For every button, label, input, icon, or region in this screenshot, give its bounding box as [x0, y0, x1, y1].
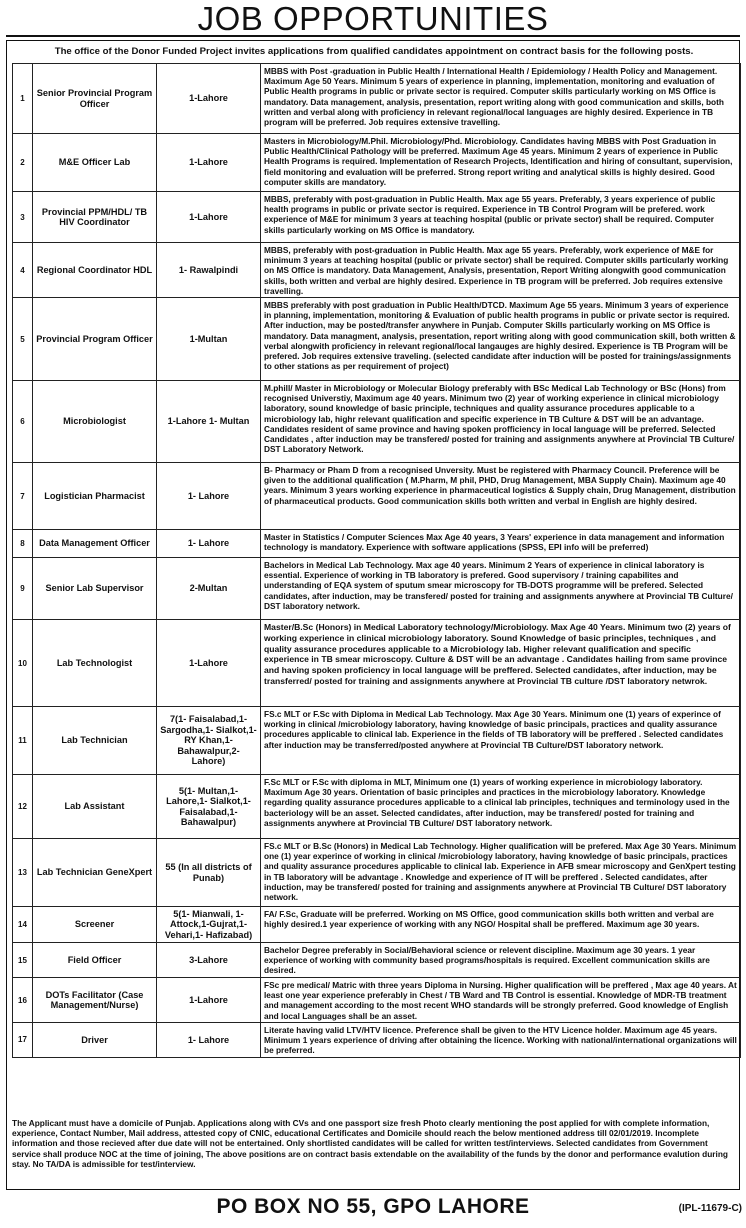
job-row [13, 298, 741, 381]
job-row [13, 1023, 741, 1058]
job-number: 6 [13, 381, 33, 463]
job-number: 4 [13, 243, 33, 298]
jobs-table-body [13, 64, 741, 1058]
job-title: Lab Technician [33, 707, 157, 775]
job-title: Senior Provincial Program Officer [33, 64, 157, 134]
job-requirements: Bachelor Degree preferably in Social/Behavioral science or relevent discipline. Maximum age 30 years. 1 year experience of working with community based programs/hospitals is required. Excellent communication skills are desired. [261, 943, 741, 978]
job-location: 1-Lahore [157, 620, 261, 707]
header-divider [6, 35, 740, 37]
job-location: 2-Multan [157, 558, 261, 620]
job-number: 13 [13, 839, 33, 907]
job-row [13, 463, 741, 530]
job-requirements: MBBS preferably with post graduation in Public Health/DTCD. Maximum Age 55 years. Minimum 3 years of experience in planning, implementation, monitoring & Evaluation of public health programs in public or private sector is required. After induction, may be posted/transfer anywhere in Punjab. Computer Skills particularly working on MS Office is mandatory. Data managment, analysis, presentation, report writing along with good communication skill, both written & verbal alongwith proficiency in relevant regional/local langauges are highly desired. Experience is TB Program will be prefered. Job requires extensive traveling. (selected candidate after induction will be posted for trainings/assignments to other stations as per requirement of project) [261, 298, 741, 381]
job-number: 12 [13, 775, 33, 839]
job-number: 17 [13, 1023, 33, 1058]
job-row [13, 530, 741, 558]
job-location: 55 (In all districts of Punab) [157, 839, 261, 907]
job-title: Logistician Pharmacist [33, 463, 157, 530]
job-row [13, 192, 741, 243]
job-requirements: Bachelors in Medical Lab Technology. Max age 40 years. Minimum 2 Years of experience in clinical laboratory is essential. Experience of working in TB laboratory is prefered. Good supervisory / training capabilites and understanding of EQA system of sputum smear microscopy for TB-DOTS programme will be prefered. Selected candidates, after induction, may be transfered/ posted for training and assignments anywhere at Provincial TB Culture/ DST laboratory network. [261, 558, 741, 620]
job-title: Driver [33, 1023, 157, 1058]
job-location: 1-Lahore [157, 192, 261, 243]
intro-text: The office of the Donor Funded Project invites applications from qualified candidates appointment on contract basis for the following posts. [54, 46, 694, 57]
job-location: 7(1- Faisalabad,1- Sargodha,1- Sialkot,1-RY Khan,1- Bahawalpur,2- Lahore) [157, 707, 261, 775]
job-title: Screener [33, 907, 157, 943]
job-title: Lab Technician GeneXpert [33, 839, 157, 907]
job-row [13, 64, 741, 134]
job-requirements: Literate having valid LTV/HTV licence. Preference shall be given to the HTV Licence holder. Maximum age 45 years. Minimum 1 years experience of driving after obtaining the licence. Working with national/international organizations will be preferred. [261, 1023, 741, 1058]
job-row [13, 907, 741, 943]
job-row [13, 134, 741, 192]
job-title: Provincial Program Officer [33, 298, 157, 381]
job-requirements: FA/ F.Sc, Graduate will be preferred. Working on MS Office, good communication skills both written and verbal are highly desired.1 year experience of working with any NGO/ Hospital shall be preffered. Maximum age 30 years. [261, 907, 741, 943]
job-number: 5 [13, 298, 33, 381]
job-location: 5(1- Multan,1- Lahore,1- Sialkot,1- Faisalabad,1- Bahawalpur) [157, 775, 261, 839]
job-title: M&E Officer Lab [33, 134, 157, 192]
page-title: JOB OPPORTUNITIES [197, 0, 549, 37]
job-title: Microbiologist [33, 381, 157, 463]
job-location: 1-Lahore [157, 134, 261, 192]
job-row [13, 775, 741, 839]
job-location: 1-Lahore [157, 64, 261, 134]
application-instructions: The Applicant must have a domicile of Punjab. Applications along with CVs and one passport size fresh Photo clearly mentioning the post applied for with complete information, experience, Contact Number, Mail address, attested copy of CNIC, educational Certificates and Domicile should reach the below mentioned address till 02/01/2019. Incomplete information and those recieved after due date will not be entertained. Only shortlisted candidates will be called for written test/interviews. Selected candidates from Government service shall produce NOC at the time of joining, The above positions are on contract basis extendable on the availability of the funds by the donor and performance evalution during stay. No TA/DA is admissible for test/interview. [12, 1118, 728, 1169]
job-number: 3 [13, 192, 33, 243]
job-row [13, 943, 741, 978]
job-title: Field Officer [33, 943, 157, 978]
job-location: 3-Lahore [157, 943, 261, 978]
job-title: Data Management Officer [33, 530, 157, 558]
job-location: 1- Rawalpindi [157, 243, 261, 298]
job-title: Provincial PPM/HDL/ TB HIV Coordinator [33, 192, 157, 243]
job-row [13, 558, 741, 620]
job-row [13, 839, 741, 907]
job-requirements: Master in Statistics / Computer Sciences Max Age 40 years, 3 Years' experience in data management and information technology is mandatory. Experience with software applications (SPSS, EPI info will be preferred) [261, 530, 741, 558]
job-number: 16 [13, 978, 33, 1023]
job-requirements: F.Sc MLT or F.Sc with diploma in MLT, Minimum one (1) years of working experience in microbiology laboratory. Maximum Age 30 years. Orientation of basic principles and practices in the microbiology laboratory. Knowledge regarding quality assurance procedures applicable to a clinical lab principles, techniques and terminology used in the bacteriology will be an asset. Selected candidates, after induction, may be transfered/ posted for training and assignments anywhere at Provincial TB Culture/ DST laboratory network. [261, 775, 741, 839]
job-title: DOTs Facilitator (Case Management/Nurse) [33, 978, 157, 1023]
job-number: 7 [13, 463, 33, 530]
job-number: 9 [13, 558, 33, 620]
job-row [13, 381, 741, 463]
reference-code: (IPL-11679-C) [678, 1203, 742, 1214]
job-requirements: M.phill/ Master in Microbiology or Molecular Biology preferably with BSc Medical Lab Technology or BSc (Hons) from recognised Universtiy, Maximum age 40 years. Minimum two (2) year of working experience in clinical microbiology laboratory, sound knowledge of basic principle, techniques and quality assurance procedures applicable to a microbiology lab, highr relevant qualification and specific experience in TB Culture & DST will be an advantage. Candidates resident of same province and having spoken profficiency in local language will be preferred. Selected Candidates , after induction may be transfered/ posted for training and assignments anywhere at Provincial TB Culture/ DST Laboratory Network. [261, 381, 741, 463]
job-row [13, 978, 741, 1023]
job-requirements: MBBS, preferably with post-graduation in Public Health. Max age 55 years. Preferably, 3 years experience of public health programs in public or private sector is required. Experience in TB Control Program will be prefered. work experience of M&E for minimum 3 years at teaching hospital (public or private sector) shall be required. Computer skills particularly working on MS Office is mandatory. [261, 192, 741, 243]
job-location: 1- Lahore [157, 463, 261, 530]
job-location: 1-Lahore 1- Multan [157, 381, 261, 463]
job-location: 1- Lahore [157, 1023, 261, 1058]
job-requirements: Masters in Microbiology/M.Phil. Microbiology/Phd. Microbiology. Candidates having MBBS with Post Graduation in Public Health/Clinical Pathology will be preferred. Maximum Age 45 years. Minimum 2 years of experience in Public Health Programs is required. Implementation of Research Projects, Identification and hiring of consultant, supervision, field monitoring and evaluation will be preferred. Strong report writing and analytical skills is highly desired. Good computer skills are mandatory. [261, 134, 741, 192]
job-location: 1- Lahore [157, 530, 261, 558]
job-location: 1-Multan [157, 298, 261, 381]
job-title: Lab Technologist [33, 620, 157, 707]
job-location: 5(1- Mianwali, 1- Attock,1-Gujrat,1- Vehari,1- Hafizabad) [157, 907, 261, 943]
job-number: 2 [13, 134, 33, 192]
job-title: Regional Coordinator HDL [33, 243, 157, 298]
job-number: 1 [13, 64, 33, 134]
po-box-address: PO BOX NO 55, GPO LAHORE [216, 1195, 530, 1218]
job-number: 15 [13, 943, 33, 978]
job-number: 14 [13, 907, 33, 943]
job-requirements: B- Pharmacy or Pham D from a recognised Unversity. Must be registered with Pharmacy Council. Preference will be given to the additional qualification ( M.Pharm, M phil, PHD, Drug Management, MBA Supply Chain). Maximum age 40 years. Minimum 3 years working experience in pharmaceutical logistics & Supply chain, Drug Management, distribution of pharmaceutical products. Good communication skills both written and verbal in English are highly desired. [261, 463, 741, 530]
header [0, 0, 746, 36]
job-title: Lab Assistant [33, 775, 157, 839]
job-row [13, 243, 741, 298]
job-requirements: MBBS with Post -graduation in Public Health / International Health / Epidemiology / Health Policy and Management. Maximum Age 50 Years. Minimum 5 years of experience in planning, implementation, monitoring and evaluation of Public Health programs in public or private sector is required. Computer skills particularly working on MS Office is mandatory. Data management, analysis, presentation, report writing along with good communication and skills, both written and verbal along with proficiency in relevant regional/local languages are highly desired. Experience in TB program will be preferred. Job requires extensive travelling. [261, 64, 741, 134]
job-requirements: MBBS, preferably with post-graduation in Public Health. Max age 55 years. Preferably, work experience of M&E for minimum 3 years at teaching hospital (public or private sector) shall be required. Computer skills particularly working on MS Office is mandatory. Data Management, Analysis, presentation, Report Writing alongwith good communication skills, both written and verbal are highly desired. Experience in TB program will be preferred. Job requires extensive travelling. [261, 243, 741, 298]
job-requirements: FS.c MLT or B.Sc (Honors) in Medical Lab Technology. Higher qualification will be prefered. Max Age 30 Years. Minimum one (1) year experince of working in clinical /microbiology laboratory, having knowledge of basic principals, practices and quality assurance procedures applicable to clinical lab. Experience in AFB smear microscopy and GenXpert testing in TB laboratory will be advantage . Knowledge and experience of IT will be preffered . Selected candidates, after induction, may be transfered/ posted for training and assignments anywhere at Provincial TB Culture/ DST laboratory network. [261, 839, 741, 907]
jobs-table [12, 63, 741, 1058]
job-number: 8 [13, 530, 33, 558]
job-requirements: FS.c MLT or F.Sc with Diploma in Medical Lab Technology. Max Age 30 Years. Minimum one (1) years of experince of working in clinical /microbiology laboratory, having knowledge of basic principals, practices and quality assurance procedures applicable to clinical lab. Experience in the fields of TB laboratory will be preffered . Selected candidates after induction may be transferred/posted anywhere at Provincial TB Culture/DST laboratory network. [261, 707, 741, 775]
job-row [13, 620, 741, 707]
job-requirements: FSc pre medical/ Matric with three years Diploma in Nursing. Higher qualification will be preffered , Max age 40 years. At least one year experience preferably in Chest / TB Ward and TB Control is essential. Knowledge of MDR-TB treatment and management according to the most recent WHO standards will be strongly preferred. Good knowledge of English and local Languages shall be an asset. [261, 978, 741, 1023]
job-title: Senior Lab Supervisor [33, 558, 157, 620]
job-number: 11 [13, 707, 33, 775]
job-location: 1-Lahore [157, 978, 261, 1023]
job-requirements: Master/B.Sc (Honors) in Medical Laboratory technology/Microbiology. Max Age 40 Years. Minimum two (2) years of working experience in clinical microbiology laboratory. Sound Knowledge of basic principles, techniques , and quality assurance procedures applicable to a Microbiology lab. Higher relevant qualification and specific experience in TB smear microscopy. Culture & DST will be an advantage . Candidates hailing from same province and having spoken proficiency in local language will be preffered. Selected candidates, after induction, may be transferred/ posted for training and assignments anywhere at Provincial TB culture /DST laboratory netwrok. [261, 620, 741, 707]
job-number: 10 [13, 620, 33, 707]
job-row [13, 707, 741, 775]
